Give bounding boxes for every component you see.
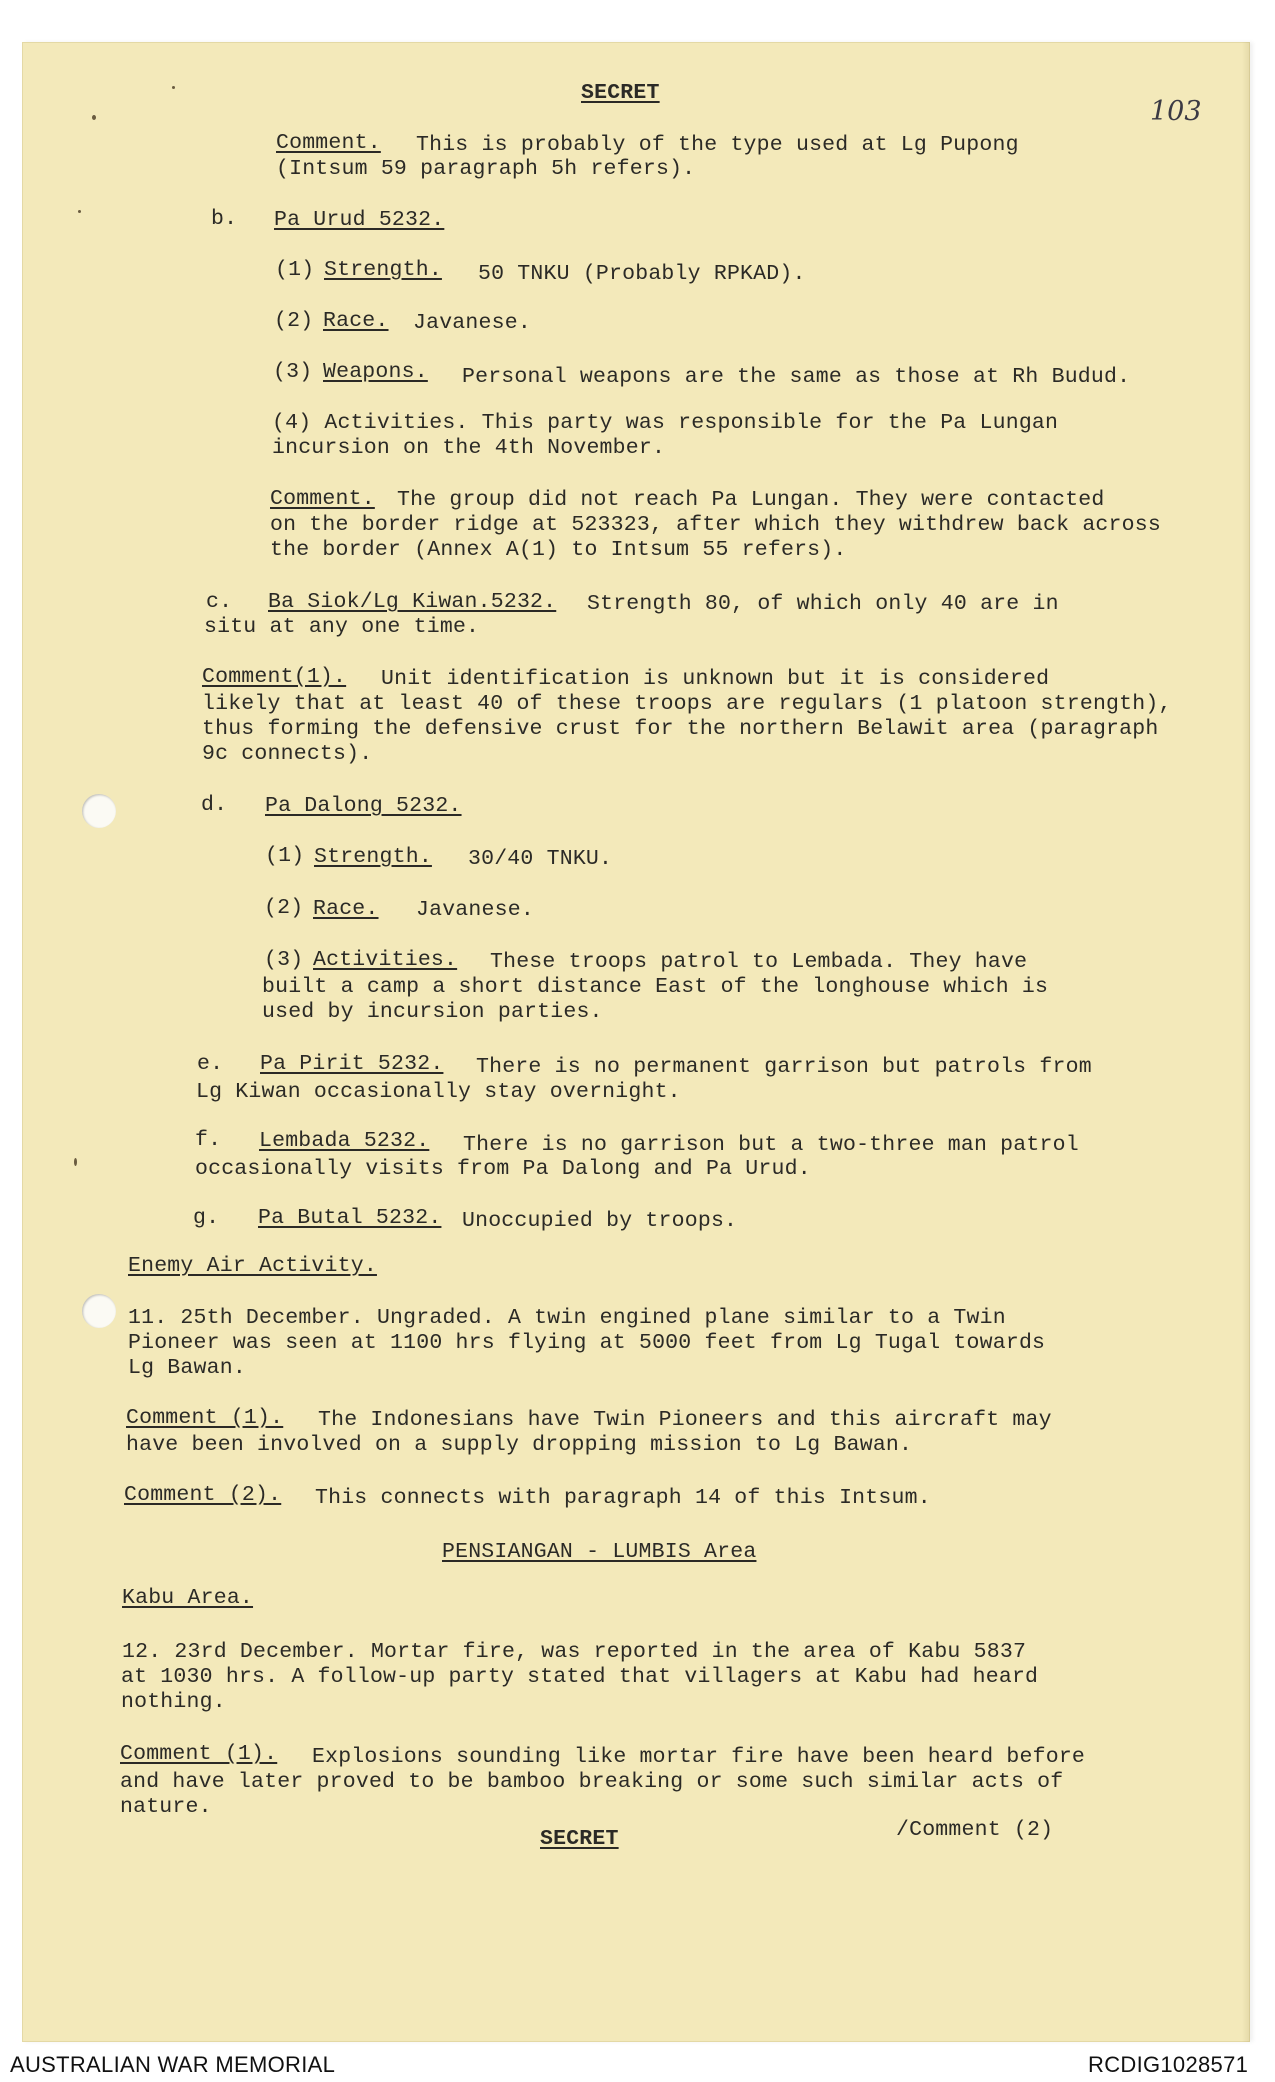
item-b-title: Pa Urud 5232. xyxy=(274,208,445,232)
item-c-text: Strength 80, of which only 40 are in xyxy=(587,592,1059,616)
para-11-line1: 11. 25th December. Ungraded. A twin engined plane similar to a Twin xyxy=(128,1306,1006,1330)
item-b-race-text: Javanese. xyxy=(413,311,531,335)
item-b-comment-line2: on the border ridge at 523323, after which they withdrew back across xyxy=(270,513,1161,537)
item-c-comment-line1: Unit identification is unknown but it is considered xyxy=(381,667,1050,691)
item-d-race-num: (2) xyxy=(264,896,304,920)
para-12-line2: at 1030 hrs. A follow-up party stated that villagers at Kabu had heard xyxy=(121,1665,1039,1689)
item-d-activities-line1: These troops patrol to Lembada. They have xyxy=(490,950,1028,974)
item-f-line2: occasionally visits from Pa Dalong and Pa Urud. xyxy=(195,1157,811,1181)
kabu-comment-1-line2: and have later proved to be bamboo breaking or some such similar acts of xyxy=(120,1770,1064,1794)
page-number-handwritten: 103 xyxy=(1150,96,1202,127)
item-g-letter: g. xyxy=(193,1206,220,1230)
paper-speck xyxy=(74,1158,77,1166)
archive-id: RCDIG1028571 xyxy=(1088,2052,1249,2077)
kabu-comment-1-line1: Explosions sounding like mortar fire have been heard before xyxy=(312,1745,1086,1769)
air-comment-2-text: This connects with paragraph 14 of this Intsum. xyxy=(315,1486,931,1510)
item-b-weapons-text: Personal weapons are the same as those at Rh Budud. xyxy=(462,365,1131,389)
item-d-activities-line3: used by incursion parties. xyxy=(262,1000,603,1024)
paper-speck xyxy=(78,210,81,213)
kabu-area-heading: Kabu Area. xyxy=(122,1586,254,1610)
item-d-race-label: Race. xyxy=(313,897,379,921)
item-d-activities-num: (3) xyxy=(264,948,304,972)
item-b-weapons-label: Weapons. xyxy=(323,360,428,384)
para-12-line3: nothing. xyxy=(121,1690,226,1714)
enemy-air-heading: Enemy Air Activity. xyxy=(128,1254,377,1278)
item-f-letter: f. xyxy=(195,1128,222,1152)
item-d-activities-line2: built a camp a short distance East of the longhouse which is xyxy=(262,975,1049,999)
air-comment-1-label: Comment (1). xyxy=(126,1406,284,1430)
para-12-line1: 12. 23rd December. Mortar fire, was reported in the area of Kabu 5837 xyxy=(122,1640,1027,1664)
classification-header: SECRET xyxy=(581,81,660,105)
item-c-comment-line3: thus forming the defensive crust for the northern Belawit area (paragraph xyxy=(202,717,1159,741)
item-b-strength-label: Strength. xyxy=(324,258,442,282)
item-d-title: Pa Dalong 5232. xyxy=(265,794,462,818)
item-d-strength-label: Strength. xyxy=(314,845,432,869)
para-11-line2: Pioneer was seen at 1100 hrs flying at 5000 feet from Lg Tugal towards xyxy=(128,1331,1046,1355)
kabu-comment-1-line3: nature. xyxy=(120,1795,212,1819)
paper-speck xyxy=(92,115,96,120)
item-b-weapons-num: (3) xyxy=(273,360,313,384)
para-11-line3: Lg Bawan. xyxy=(128,1356,246,1380)
punch-hole-bottom xyxy=(82,1294,116,1328)
pensiangan-heading: PENSIANGAN - LUMBIS Area xyxy=(442,1540,757,1564)
item-d-letter: d. xyxy=(201,793,228,817)
comment-top-text-line2: (Intsum 59 paragraph 5h refers). xyxy=(276,157,696,181)
paper-speck xyxy=(172,86,175,89)
item-c-comment-line2: likely that at least 40 of these troops are regulars (1 platoon strength), xyxy=(202,692,1172,716)
item-d-strength-num: (1) xyxy=(265,844,305,868)
item-c-letter: c. xyxy=(206,590,233,614)
continuation-text: /Comment (2) xyxy=(896,1818,1054,1842)
comment-top-text: This is probably of the type used at Lg Pupong xyxy=(416,133,1019,157)
punch-hole-top xyxy=(82,794,116,828)
item-b-strength-text: 50 TNKU (Probably RPKAD). xyxy=(478,262,806,286)
item-e-line2: Lg Kiwan occasionally stay overnight. xyxy=(196,1080,681,1104)
item-f-line1: There is no garrison but a two-three man patrol xyxy=(463,1133,1079,1157)
classification-footer: SECRET xyxy=(540,1827,619,1851)
item-c-text-line2: situ at any one time. xyxy=(204,615,480,639)
item-e-line1: There is no permanent garrison but patrols from xyxy=(476,1055,1092,1079)
air-comment-2-label: Comment (2). xyxy=(124,1483,282,1507)
item-b-letter: b. xyxy=(211,207,238,231)
item-b-race-label: Race. xyxy=(323,309,389,333)
item-b-comment-line3: the border (Annex A(1) to Intsum 55 refers). xyxy=(270,538,847,562)
item-b-comment-label: Comment. xyxy=(270,487,375,511)
item-b-comment-line1: The group did not reach Pa Lungan. They were contacted xyxy=(397,488,1105,512)
item-c-comment-line4: 9c connects). xyxy=(202,742,373,766)
comment-top-label: Comment. xyxy=(276,131,381,155)
item-b-activities-line1: (4) Activities. This party was responsible for the Pa Lungan xyxy=(272,411,1059,435)
item-d-activities-label: Activities. xyxy=(313,948,458,972)
air-comment-1-line1: The Indonesians have Twin Pioneers and this aircraft may xyxy=(318,1408,1052,1432)
archive-credit: AUSTRALIAN WAR MEMORIAL xyxy=(10,2052,336,2077)
item-b-strength-num: (1) xyxy=(275,258,315,282)
item-d-strength-text: 30/40 TNKU. xyxy=(468,847,613,871)
item-c-comment-label: Comment(1). xyxy=(202,665,347,689)
item-b-activities-line2: incursion on the 4th November. xyxy=(272,436,666,460)
item-c-title: Ba Siok/Lg Kiwan.5232. xyxy=(268,590,557,614)
item-e-letter: e. xyxy=(197,1052,224,1076)
item-e-title: Pa Pirit 5232. xyxy=(260,1052,444,1076)
item-g-title: Pa Butal 5232. xyxy=(258,1206,442,1230)
kabu-comment-1-label: Comment (1). xyxy=(120,1742,278,1766)
item-b-race-num: (2) xyxy=(274,309,314,333)
item-g-text: Unoccupied by troops. xyxy=(462,1209,738,1233)
air-comment-1-line2: have been involved on a supply dropping mission to Lg Bawan. xyxy=(126,1433,913,1457)
item-f-title: Lembada 5232. xyxy=(259,1129,430,1153)
item-d-race-text: Javanese. xyxy=(416,898,534,922)
